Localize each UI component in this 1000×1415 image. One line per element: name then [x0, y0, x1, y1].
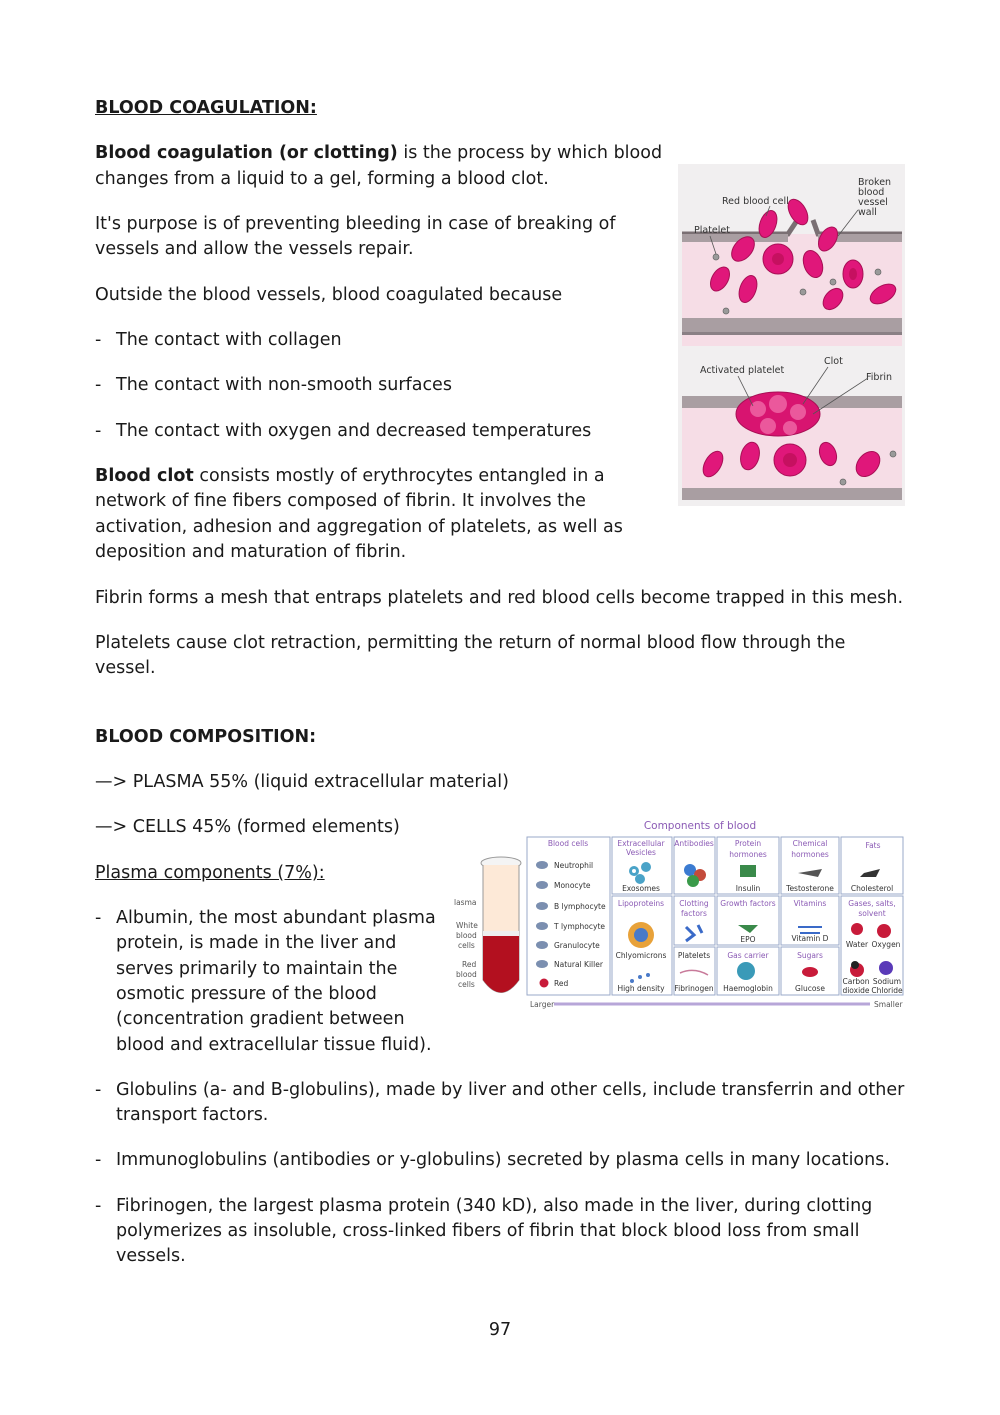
tube-label-plasma: lasma — [454, 898, 477, 907]
coagulation-heading: BLOOD COAGULATION: — [95, 98, 317, 118]
coagulation-paragraph-3: Outside the blood vessels, blood coagulated because — [95, 285, 563, 305]
coagulation-paragraph-2-line-2: vessels and allow the vessels repair. — [95, 239, 414, 259]
tube-label-red-1: Red — [462, 960, 477, 969]
cell-neutrophil: Neutrophil — [554, 861, 594, 870]
coagulation-paragraph-5: Fibrin forms a mesh that entraps platelets and red blood cells become trapped in this mesh. — [95, 588, 904, 608]
item-sodium: Sodium — [872, 977, 902, 986]
header-antibodies: Antibodies — [674, 839, 714, 848]
label-clot: Clot — [824, 356, 843, 367]
header-clotting: Clotting — [679, 899, 709, 908]
item-epo: EPO — [740, 935, 756, 944]
item-haemoglobin: Haemoglobin — [723, 984, 773, 993]
bullet-dash: - — [95, 1080, 102, 1100]
header-gases: Gases, salts, — [848, 899, 896, 908]
item-carbon: Carbon — [842, 977, 870, 986]
item-exosomes: Exosomes — [622, 884, 660, 893]
item-glucose: Glucose — [795, 984, 825, 993]
tube-label-white-1: White — [456, 921, 478, 930]
header-sugars: Sugars — [797, 951, 823, 960]
coagulation-paragraph-1-line-1 — [95, 141, 662, 166]
header-clotting-factors: factors — [681, 909, 707, 918]
item-dioxide: dioxide — [842, 986, 870, 995]
label-broken-4: wall — [858, 207, 877, 218]
cell-red: Red — [554, 979, 569, 988]
term-blood-coagulation: Blood coagulation (or clotting) — [95, 143, 398, 163]
tube-label-white-2: blood — [456, 931, 477, 940]
fibrinogen-line-2: polymerizes as insoluble, cross-linked fibers of fibrin that block blood loss from small — [116, 1221, 860, 1241]
components-of-blood-figure — [450, 815, 910, 1013]
header-lipoproteins: Lipoproteins — [617, 899, 665, 908]
label-fibrin: Fibrin — [866, 372, 893, 383]
globulins-line-1: Globulins (a- and B-globulins), made by liver and other cells, include transferrin and other — [116, 1080, 905, 1100]
item-cholesterol: Cholesterol — [850, 884, 894, 893]
coagulation-paragraph-4-text: consists mostly of erythrocytes entangled in a — [193, 466, 605, 486]
label-broken-1: Broken — [858, 177, 892, 188]
page-number: 97 — [488, 1320, 512, 1340]
cell-granulocyte: Granulocyte — [554, 941, 600, 950]
item-chylomicrons: Chlyomicrons — [615, 951, 667, 960]
coagulation-bullet-3: The contact with oxygen and decreased temperatures — [116, 421, 592, 441]
fibrinogen-line-3: vessels. — [116, 1246, 186, 1266]
header-blood-cells: Blood cells — [547, 839, 589, 848]
cell-t-lymphocyte: T lymphocyte — [554, 922, 606, 931]
header-solvent: solvent — [858, 909, 886, 918]
header-protein-hormones: hormones — [729, 850, 767, 859]
composition-cells: —> CELLS 45% (formed elements) — [95, 817, 400, 837]
bullet-dash: - — [95, 1196, 102, 1216]
composition-plasma: —> PLASMA 55% (liquid extracellular material) — [95, 772, 509, 792]
label-platelet: Platelet — [694, 225, 730, 236]
label-red-blood-cell: Red blood cell — [722, 196, 789, 207]
item-fibrinogen: Fibrinogen — [674, 984, 714, 993]
tube-label-white-3: cells — [458, 941, 475, 950]
immunoglobulins-line: Immunoglobulins (antibodies or y-globulins) secreted by plasma cells in many locations. — [116, 1150, 890, 1170]
blood-clot-figure — [678, 164, 905, 506]
header-vitamins: Vitamins — [793, 899, 827, 908]
cell-natural-killer: Natural Killer — [554, 960, 603, 969]
test-tube — [481, 857, 521, 993]
bullet-dash: - — [95, 908, 102, 928]
coagulation-paragraph-1-text: is the process by which blood — [397, 143, 663, 163]
cell-monocyte: Monocyte — [554, 881, 591, 890]
coagulation-paragraph-4-line-2: network of fine fibers composed of fibrin. It involves the — [95, 491, 586, 511]
coagulation-paragraph-6-line-1: Platelets cause clot retraction, permitting the return of normal blood flow through the — [95, 633, 846, 653]
tube-label-red-2: blood — [456, 970, 477, 979]
globulins-line-2: transport factors. — [116, 1105, 269, 1125]
fibrinogen-line-1: Fibrinogen, the largest plasma protein (340 kD), also made in the liver, during clotting — [116, 1196, 873, 1216]
header-chemical: Chemical — [792, 839, 828, 848]
coagulation-bullet-1: The contact with collagen — [116, 330, 342, 350]
bullet-dash: - — [95, 375, 102, 395]
item-oxygen: Oxygen — [871, 940, 901, 949]
item-chloride: Chloride — [871, 986, 903, 995]
term-blood-clot: Blood clot — [95, 466, 194, 486]
item-platelets: Platelets — [677, 951, 711, 960]
bullet-dash: - — [95, 330, 102, 350]
cell-b-lymphocyte: B lymphocyte — [554, 902, 606, 911]
header-growth-factors: Growth factors — [720, 899, 776, 908]
coagulation-paragraph-4-line-4: deposition and maturation of fibrin. — [95, 542, 407, 562]
albumin-line-6: blood and extracellular tissue fluid). — [116, 1035, 432, 1055]
axis-smaller: Smaller — [874, 1000, 903, 1009]
albumin-line-2: protein, is made in the liver and — [116, 933, 397, 953]
bullet-dash: - — [95, 1150, 102, 1170]
albumin-line-3: serves primarily to maintain the — [116, 959, 398, 979]
albumin-line-4: osmotic pressure of the blood — [116, 984, 377, 1004]
bullet-dash: - — [95, 421, 102, 441]
composition-heading: BLOOD COMPOSITION: — [95, 727, 317, 747]
header-vesicles: Vesicles — [626, 848, 656, 857]
label-broken-3: vessel — [858, 197, 888, 208]
coagulation-paragraph-1-line-2: changes from a liquid to a gel, forming a blood clot. — [95, 169, 549, 189]
albumin-line-5: (concentration gradient between — [116, 1009, 405, 1029]
header-extracellular: Extracellular — [617, 839, 665, 848]
header-protein: Protein — [734, 839, 762, 848]
item-water: Water — [845, 940, 869, 949]
coagulation-bullet-2: The contact with non-smooth surfaces — [116, 375, 452, 395]
item-insulin: Insulin — [735, 884, 761, 893]
tube-label-red-3: cells — [458, 980, 475, 989]
axis-larger: Larger — [530, 1000, 555, 1009]
item-high-density: High density — [617, 984, 665, 993]
label-activated-platelet: Activated platelet — [700, 365, 785, 376]
coagulation-paragraph-6-line-2: vessel. — [95, 658, 156, 678]
label-broken-2: blood — [858, 187, 885, 198]
coagulation-paragraph-2-line-1: It's purpose is of preventing bleeding in case of breaking of — [95, 214, 616, 234]
header-gas-carrier: Gas carrier — [727, 951, 769, 960]
albumin-line-1: Albumin, the most abundant plasma — [116, 908, 436, 928]
coagulation-paragraph-4-line-3: activation, adhesion and aggregation of platelets, as well as — [95, 517, 623, 537]
coagulation-paragraph-4-line-1 — [95, 464, 605, 489]
item-testosterone: Testosterone — [786, 884, 834, 893]
header-fats: Fats — [865, 841, 881, 850]
item-vitamin-d: Vitamin D — [791, 934, 829, 943]
plasma-components-subheading: Plasma components (7%): — [95, 863, 325, 883]
header-chemical-hormones: hormones — [791, 850, 829, 859]
components-title: Components of blood — [643, 820, 757, 832]
